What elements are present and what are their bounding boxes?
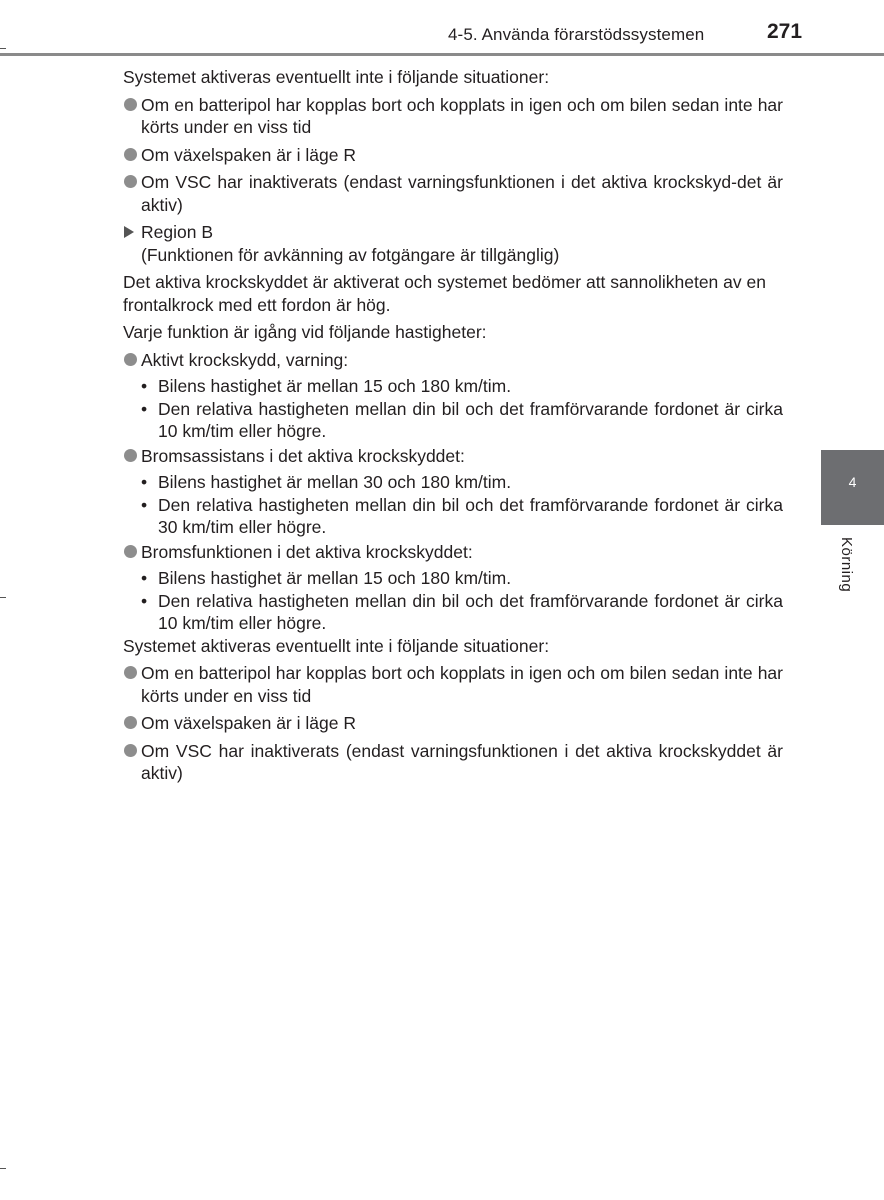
bullet-circle-icon <box>124 545 137 558</box>
sub-list-item: • Den relativa hastigheten mellan din bil och det framförvarande fordonet är cirka 30 km/tim eller högre. <box>141 494 783 537</box>
sub-bullet: • <box>141 472 148 492</box>
crop-mark <box>0 1168 6 1169</box>
sub-bullet: • <box>141 376 148 396</box>
list-item: Om en batteripol har kopplas bort och kopplats in igen och om bilen sedan inte har körts under en viss tid <box>123 94 783 139</box>
chapter-title: Körning <box>838 537 855 593</box>
bullet-circle-icon <box>124 148 137 161</box>
bullet-circle-icon <box>124 666 137 679</box>
intro-paragraph: Systemet aktiveras eventuellt inte i följande situationer: <box>123 67 550 87</box>
chapter-tab <box>821 450 884 525</box>
list-item: Om växelspaken är i läge R <box>123 144 783 167</box>
function-item: Bromsfunktionen i det aktiva krockskyddet: <box>123 541 783 564</box>
intro-paragraph: Systemet aktiveras eventuellt inte i följande situationer: <box>123 635 550 656</box>
bullet-circle-icon <box>124 353 137 366</box>
sub-list-item: • Den relativa hastigheten mellan din bil och det framförvarande fordonet är cirka 10 km/tim eller högre. <box>141 590 783 633</box>
sub-list-item: • Bilens hastighet är mellan 15 och 180 km/tim. <box>141 568 512 588</box>
bullet-circle-icon <box>124 98 137 111</box>
sub-list-item: • Bilens hastighet är mellan 15 och 180 km/tim. <box>141 376 512 396</box>
sub-list-item: • Bilens hastighet är mellan 30 och 180 km/tim. <box>141 472 512 492</box>
section-title: 4-5. Använda förarstödssystemen <box>448 25 705 44</box>
sub-bullet: • <box>141 590 148 611</box>
region-title: Region B <box>141 222 213 242</box>
chapter-number: 4 <box>848 474 857 490</box>
paragraph: Det aktiva krockskyddet är aktiverat och systemet bedömer att sannolikheten av en frontalkrock med ett fordon är hög. <box>123 272 766 315</box>
sub-list-item: • Den relativa hastigheten mellan din bil och det framförvarande fordonet är cirka 10 km/tim eller högre. <box>141 398 783 441</box>
crop-mark <box>0 597 6 598</box>
list-item: Om växelspaken är i läge R <box>123 712 783 735</box>
triangle-right-icon <box>124 226 134 238</box>
function-item: Aktivt krockskydd, varning: <box>123 349 783 372</box>
sub-bullet: • <box>141 494 148 515</box>
bullet-circle-icon <box>124 449 137 462</box>
region-subtitle: (Funktionen för avkänning av fotgängare är tillgänglig) <box>141 244 560 265</box>
function-item: Bromsassistans i det aktiva krockskyddet: <box>123 445 783 468</box>
sub-bullet: • <box>141 398 148 419</box>
bullet-circle-icon <box>124 175 137 188</box>
list-item: Om VSC har inaktiverats (endast varningsfunktionen i det aktiva krockskyd-det är aktiv) <box>123 171 783 216</box>
region-heading <box>123 221 783 266</box>
crop-mark <box>0 48 6 49</box>
paragraph: Varje funktion är igång vid följande hastigheter: <box>123 322 487 342</box>
bullet-circle-icon <box>124 716 137 729</box>
page-number: 271 <box>767 20 803 43</box>
sub-bullet: • <box>141 568 148 588</box>
list-item: Om en batteripol har kopplas bort och kopplats in igen och om bilen sedan inte har körts under en viss tid <box>123 662 783 707</box>
list-item: Om VSC har inaktiverats (endast varningsfunktionen i det aktiva krockskyddet är aktiv) <box>123 740 783 785</box>
bullet-circle-icon <box>124 744 137 757</box>
header-rule <box>0 53 884 56</box>
page-content <box>123 66 783 790</box>
